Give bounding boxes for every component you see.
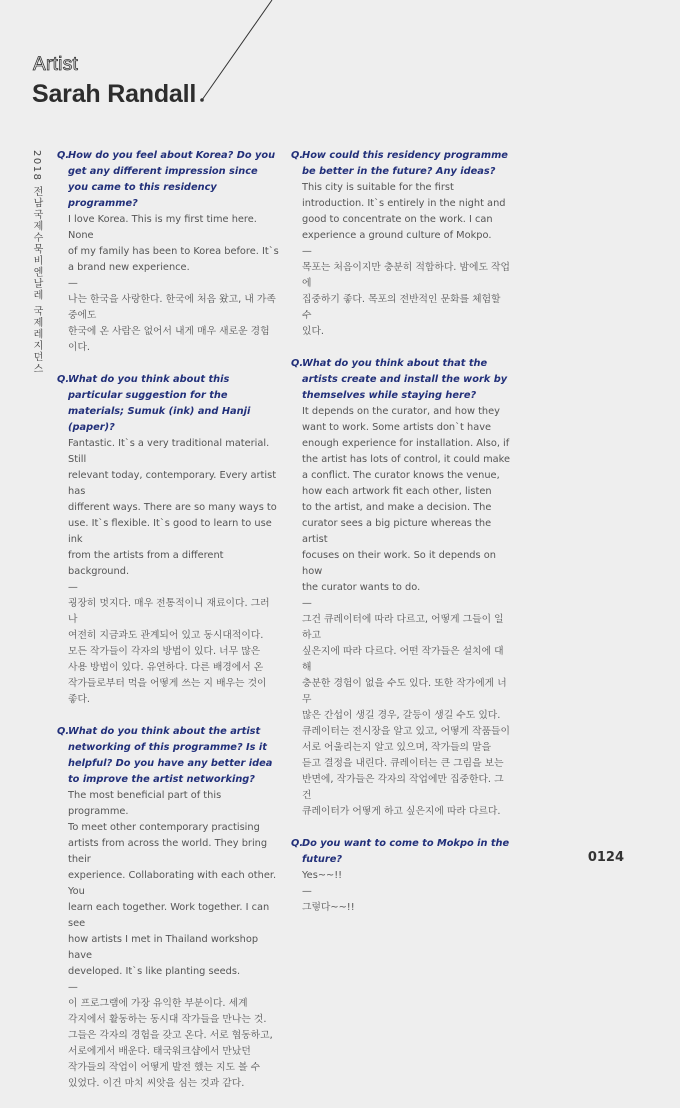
question	[291, 148, 513, 180]
question-text: What do you think about this particular suggestion for the materials; Sumuk (ink) and Hanji (paper)?	[68, 374, 251, 433]
divider-dash: —	[68, 278, 78, 289]
question-marker: Q.	[57, 726, 70, 737]
question-marker: Q.	[291, 150, 304, 161]
question-marker: Q.	[57, 374, 70, 385]
divider-dash: —	[68, 582, 78, 593]
artist-name: Sarah Randall	[32, 80, 197, 108]
answer-english: I love Korea. This is my first time here. None of my family has been to Korea before. It`s a brand new experience.	[68, 214, 279, 273]
question	[291, 356, 513, 404]
divider-dash: —	[302, 246, 312, 257]
answer-korean: 굉장히 멋지다. 매우 전통적이니 재료이다. 그러나 여전히 지금과도 관계되어 있고 동시대적이다. 모든 작가들이 각자의 방법이 있다. 너무 많은 사용 방법이 있다. 유연하다. 다른 배경에서 온 작가들로부터 먹을 어떻게 쓰는 지 배우는 것이 좋다.	[68, 598, 270, 705]
question-marker: Q.	[291, 838, 304, 849]
question	[57, 372, 279, 436]
question	[57, 724, 279, 788]
question-text: How do you feel about Korea? Do you get any different impression since you came to this residency programme?	[68, 150, 276, 209]
answer-english: The most beneficial part of this programme. To meet other contemporary practising artists from across the world. They bring their experience. Collaborating with each other. You learn each together. Work together. I can see how artists I met in Thailand workshop have developed. It`s like planting seeds.	[68, 790, 277, 977]
qa-block	[291, 148, 513, 340]
answer-english: Fantastic. It`s a very traditional material. Still relevant today, contemporary. Every artist has different ways. There are so many ways to use. It`s flexible. It`s good to learn to use ink from the artists from a different background.	[68, 438, 277, 577]
qa-block	[291, 836, 513, 916]
artist-label: Artist	[33, 54, 79, 75]
answer-korean: 그건 큐레이터에 따라 다르고, 어떻게 그들이 일하고 싶은지에 따라 다르다. 어떤 작가들은 설치에 대해 충분한 경험이 없을 수도 있다. 또한 작가에게 너무 많은 간섭이 생길 경우, 갈등이 생길 수도 있다. 큐레이터는 전시장을 알고 있고, 어떻게 작품들이 서로 어울리는지 알고 있으며, 작가들의 말을 듣고 결정을 내린다. 큐레이터는 큰 그림을 보는 반면에, 작가들은 각자의 작업에만 집중한다. 그건 큐레이터가 어떻게 하고 싶은지에 따라 다르다.	[302, 614, 510, 817]
divider-dash: —	[302, 598, 312, 609]
question-text: How could this residency programme be better in the future? Any ideas?	[302, 150, 508, 177]
qa-block	[291, 356, 513, 820]
page-number: 0124	[587, 850, 624, 865]
answer-english: Yes~~!!	[302, 870, 343, 881]
answer-korean: 그렇다~~!!	[302, 902, 355, 913]
question-text: What do you think about the artist networking of this programme? Is it helpful? Do you have any better idea to improve the artist networking?	[68, 726, 273, 785]
qa-block	[57, 148, 279, 356]
question-marker: Q.	[291, 358, 304, 369]
question-text: Do you want to come to Mokpo in the future?	[302, 838, 510, 865]
answer-korean: 이 프로그램에 가장 유익한 부분이다. 세계 각지에서 활동하는 동시대 작가들을 만나는 것. 그들은 각자의 경험을 갖고 온다. 서로 협동하고, 서로에게서 배운다. 태국워크샵에서 만났던 작가들의 작업이 어떻게 발전 했는 지도 볼 수 있었다. 이건 마치 씨앗을 심는 것과 같다.	[68, 998, 273, 1089]
qa-block	[57, 372, 279, 708]
answer-english: This city is suitable for the first introduction. It`s entirely in the night and good to concentrate on the work. I can experience a ground culture of Mokpo.	[302, 182, 506, 241]
answer-korean: 나는 한국을 사랑한다. 한국에 처음 왔고, 내 가족 중에도 한국에 온 사람은 없어서 내게 매우 새로운 경험이다.	[68, 294, 276, 353]
vertical-caption: 2018 전남국제수묵비엔날레 국제레지던스	[31, 150, 42, 375]
answer-english: It depends on the curator, and how they want to work. Some artists don`t have enough experience for installation. Also, if the artist has lots of control, it could make a conflict. The curator knows the venue, how each artwork fit each other, listen to the artist, and make a decision. The curator sees a big picture whereas the artist focuses on their work. So it depends on how the curator wants to do.	[302, 406, 511, 593]
question-marker: Q.	[57, 150, 70, 161]
question-text: What do you think about that the artists create and install the work by themselves while staying here?	[302, 358, 508, 401]
right-column	[291, 148, 513, 932]
divider-dash: —	[68, 982, 78, 993]
question	[291, 836, 513, 868]
divider-dash: —	[302, 886, 312, 897]
question	[57, 148, 279, 212]
answer-korean: 목포는 처음이지만 충분히 적합하다. 밤에도 작업에 집중하기 좋다. 목포의 전반적인 문화를 체험할 수 있다.	[302, 262, 510, 337]
qa-block	[57, 724, 279, 1092]
left-column	[57, 148, 279, 1108]
